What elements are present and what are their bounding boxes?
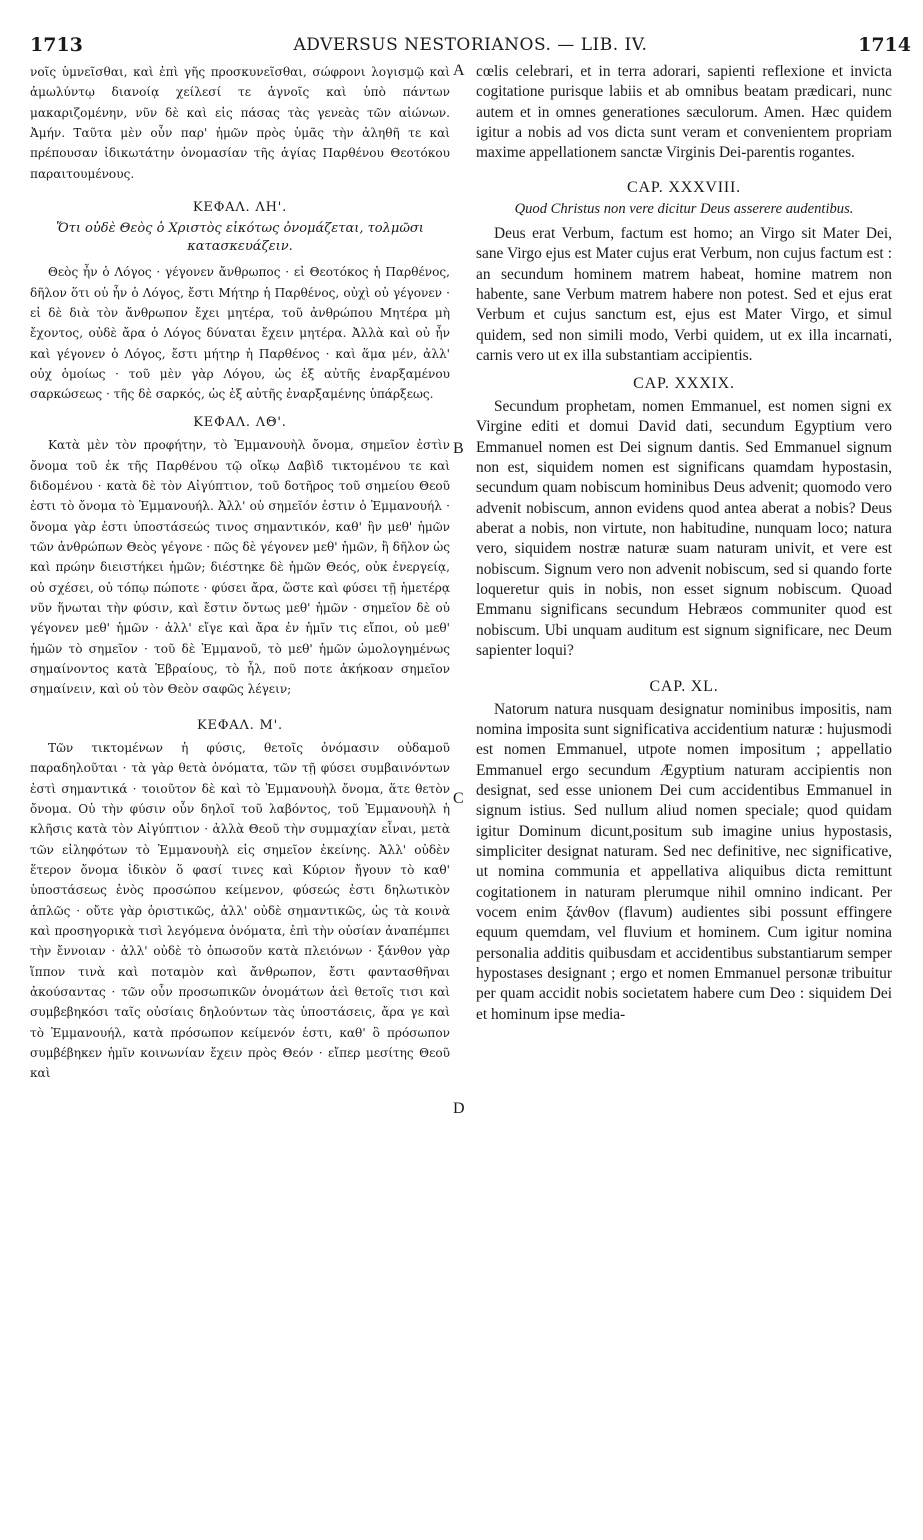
latin-chapter-38-text: Deus erat Verbum, factum est homo; an Virgo sit Mater Dei, sane Virgo ejus est Mater cujus erat Verbum, non cujus factum est : an secundum hominem matrem habeat, homine matrem non habente, sane Verbum matrem habere non potest. Sed et ejus erat Verbum et cujus sanctum est, ejus est Mater Virgo, et simul quidem, sed non simili modo, Verbi quidem, ut ex illa incarnati, carnis vero ut ex illa substantiam accipientis.: [476, 225, 892, 365]
latin-chapter-38-subtitle: Quod Christus non vere dicitur Deus asserere audentibus.: [514, 201, 854, 218]
margin-marker-b: B: [453, 440, 464, 457]
latin-intro-paragraph: cœlis celebrari, et in terra adorari, sapienti reflexione et invicta cogitatione purisque labiis et ab omnibus beatam prædicari, nunc autem et in omnes generationes sæculorum. Amen. Hæc quidem igitur a nobis ad vos dicta sunt veram et convenientem propriam maxime appellationem sanctæ Virginis Dei-parentis rogantes.: [476, 63, 892, 162]
greek-chapter-40-text: Τῶν τικτομένων ἡ φύσις, θετοῖς ὀνόμασιν οὐδαμοῦ παραδηλοῦται · τὰ γὰρ θετὰ ὀνόματα, τῶν τῇ φύσει συμβαινόντων ἐστὶ σημαντικά · τοιοῦτον δὲ καὶ τὸ Ἐμμανουὴλ ὄνομα, ἅτε θετὸν ὄνομα. Οὐ τὴν φύσιν οὖν δηλοῖ τοῦ λαβόντος, τοῦ Ἐμμανουὴλ ἡ κλῆσις κατὰ τὸν Αἰγύπτιον · ἀλλὰ Θεοῦ τὴν συμμαχίαν εἶναι, μετὰ τῶν εἰληφότων τὸ Ἐμμανουὴλ εἰς σημεῖον ἐκείνης. Ἀλλ' οὐδὲν ἕτερον ὄνομα ἰδικὸν ὅ φασί τινες καὶ Κύριον ἤγουν τὸ καθ' ὑποστάσεως ἑνὸς προσώπου κείμενον, φύσεώς ἐστι δηλωτικὸν ἁπλῶς · οὔτε γὰρ ὁριστικῶς, ἀλλ' οὐδὲ σημαντικῶς, ὡς τὰ κοινὰ καὶ προσηγορικὰ τισὶ λεγόμενα ὀνόματα, ἐπὶ τὴν οὐσίαν ἀναπέμπει τὴν ἔννοιαν · ἀλλ' οὐδὲ τὸ ὁπωσοῦν κατὰ πλειόνων · ξάνθον γὰρ ἵππον τινὰ καὶ ποταμὸν καὶ ἄνθρωπον, ἔστι φαντασθῆναι ἀκούσαντας · τῶν οὖν προσωπικῶν ὀνομάτων ἀεὶ θετοῖς τισι καὶ συμβεβηκόσι ταῖς οὐσίαις δηλούντων τὰς ὑποστάσεις, ἄρα γε καὶ τὸ Ἐμμανουήλ, κατὰ πρόσωπον κείμενόν ἐστι, καθ' ὃ πρόσωπον συμβέβηκεν ἡμῖν κοινωνίαν ἔχειν πρὸς Θεόν · εἴπερ μεσίτης Θεοῦ καὶ: [30, 740, 450, 1081]
latin-chapter-39-text: Secundum prophetam, nomen Emmanuel, est nomen signi ex Virgine editi et domui David dati, secundum Egyptium vero Emmanuel nomen est Dei signum dantis. Sed Emmanuel signum non est, siquidem nomen est significans quamdam hypostasin, secundum quam nobiscum hominibus Deus advenit; quomodo vero advenit nobiscum, annon evidens quod antea aberat a nobis? Deus aberat a nobis, non virtute, non habitudine, nunquam loco; natura vero, siquidem nostræ naturæ suam naturam univit, et vere est nobiscum. Signum vero non advenit nobiscum, sed si quando forte loqueretur quis in nobis, non esset signum nobiscum. Quoad Emmanu significans secundum Hebræos communiter quod est nobiscum. Ubi unquam auditum est signum significare, nec Deum sapienter loqui?: [476, 397, 892, 659]
page-number-left: 1713: [30, 34, 83, 56]
greek-chapter-38-subtitle: Ὅτι οὐδὲ Θεὸς ὁ Χριστὸς εἰκότως ὀνομάζεται, τολμῶσι κατασκευάζειν.: [56, 221, 424, 255]
greek-chapter-39-text: Κατὰ μὲν τὸν προφήτην, τὸ Ἐμμανουὴλ ὄνομα, σημεῖον ἐστὶν ὄνομα τοῦ ἐκ τῆς Παρθένου τῷ οἴκῳ Δαβὶδ τικτομένου τε καὶ διδομένου · κατὰ δὲ τὸν Αἰγύπτιον, τοῦ δοτῆρος τοῦ σημείου Θεοῦ ἐστι τὸ ὄνομα τὸ Ἐμμανουήλ. Ἀλλ' οὐ σημεῖόν ἐστιν ὁ Ἐμμανουήλ · ὄνομα γὰρ ἐστι ὑποστάσεώς τινος σημαντικόν, καθ' ἣν μεθ' ἡμῶν τῶν ἀνθρώπων Θεὸς γέγονε · πῶς δὲ γέγονεν μεθ' ἡμῶν, ἢ δῆλον ὡς καὶ πρώην διειστήκει ἡμῶν; διέστηκε δὲ ἡμῶν Θεός, οὐκ ἐνεργείᾳ, οὐ σχέσει, οὐ τόπῳ πώποτε · φύσει ἄρα, ὥστε καὶ φύσει τῇ ἡμετέρᾳ νῦν ἥνωται τὴν φύσιν, καὶ ἔστιν ὄντως μεθ' ἡμῶν · σημεῖον δὲ οὐ γέγονεν μεθ' ἡμῶν · ἀλλ' εἴγε καὶ ἄρα ἐν ἡμῖν τις εἴποι, οὐ μεθ' ἡμῶν τὸ σημεῖον · τοῦ δὲ Ἐμμανοῦ, τὸ μεθ' ἡμῶν ὡμολογημένως σημαίνοντος κατὰ Ἑβραίους, τὸ ἦλ, ποῦ ποτε ἀκήκοαν σημεῖον σημαίνειν, καὶ οὐ τὸν Θεὸν σαφῶς λέγειν;: [30, 438, 450, 697]
latin-chapter-38-title: CAP. XXXVIII.: [627, 178, 741, 196]
running-title: ADVERSUS NESTORIANOS. — LIB. IV.: [293, 35, 648, 55]
latin-chapter-40-text: Natorum natura nusquam designatur nominibus impositis, nam nomina imposita sunt significativa accidentium naturæ : hujusmodi est nomen Emmanuel, utpote nomen impositum ; appellatio Emmanuel ergo secundum Ægyptium naturam accipientis non designat, sed esse unionem Dei cum accidentibus Emmanuel in signum istius. Sed nullum aliud nomen speciale; quod quidam igitur Dominum dicunt,positum sub imagine unius hypostasis, simpliciter designat naturam. Sed nec definitive, nec significative, ut nomina communia et appellativa aliquibus dicta remittunt cogitationem in naturam plerumque nihil omnino indicant. Per vocem enim ξάνθον (flavum) audientes sibi possunt effingere equum quemdam, vel fluvium et hominem. Cum igitur nomina personalia additis quibusdam et accidentibus substantiarum semper hypostases designant ; ergo et nomen Emmanuel personæ tribuitur per quam accidit nobis societatem habere cum Deo : siquidem Dei et hominum ipse media-: [476, 700, 892, 1023]
greek-chapter-39-title: ΚΕΦΑΛ. ΛΘ'.: [193, 414, 287, 430]
page-number-right: 1714: [858, 34, 911, 56]
greek-chapter-38-text: Θεὸς ἦν ὁ Λόγος · γέγονεν ἄνθρωπος · εἰ Θεοτόκος ἡ Παρθένος, δῆλον ὅτι οὐ ἦν ὁ Λόγος, ἔστι Μήτηρ ἡ Παρθένος, οὐχὶ οὐ γέγονεν · εἰ δὲ διὰ τὸν ἄνθρωπον ἔχει μητέρα, τοῦ ἀνθρώπου Μητέρα μὴ ἔχοντος, οὐδὲ ἄρα ὁ Λόγος δύναται ἔχειν μητέρα. Ἀλλὰ καὶ οὐ ἦν καὶ γέγονεν ὁ Λόγος, ἔστι μήτηρ ἡ Παρθένος · καὶ ἅμα μέν, ἀλλ' οὐχ ὁμοίως · τοῦ μὲν γὰρ Λόγου, ὡς ἐξ αὐτῆς ἐναρξαμένου σαρκώσεως · τῆς δὲ σαρκός, ὡς ἐξ αὐτῆς ἐναρξαμένης ὑπάρξεως.: [30, 265, 450, 402]
greek-intro-paragraph: νοῖς ὑμνεῖσθαι, καὶ ἐπὶ γῆς προσκυνεῖσθαι, σώφρονι λογισμῷ καὶ ἀμωλύντῳ διανοίᾳ χείλεσί τε ἁγνοῖς καὶ ὑπὸ πάντων μακαριζομένην, νῦν δὲ καὶ εἰς πάσας τὰς γενεὰς τῶν αἰώνων. Ἀμήν. Ταῦτα μὲν οὖν παρ' ἡμῶν πρὸς ὑμᾶς τὴν ἀληθῆ τε καὶ πρέπουσαν ἰδικωτάτην ὀνομασίαν τῆς ἁγίας Παρθένου Θεοτόκου παραιτουμένους.: [30, 65, 450, 181]
greek-chapter-40-title: ΚΕΦΑΛ. Μ'.: [197, 717, 283, 733]
margin-marker-c: C: [453, 790, 464, 807]
running-head: [30, 34, 911, 60]
margin-marker-d: D: [453, 1100, 465, 1117]
greek-chapter-38-title: ΚΕΦΑΛ. ΛΗ'.: [192, 200, 288, 216]
greek-column: [30, 62, 450, 1084]
latin-chapter-39-title: CAP. XXXIX.: [633, 375, 735, 393]
latin-chapter-40-title: CAP. XL.: [649, 678, 719, 696]
margin-marker-a: A: [453, 62, 465, 79]
latin-column: [476, 62, 892, 1025]
